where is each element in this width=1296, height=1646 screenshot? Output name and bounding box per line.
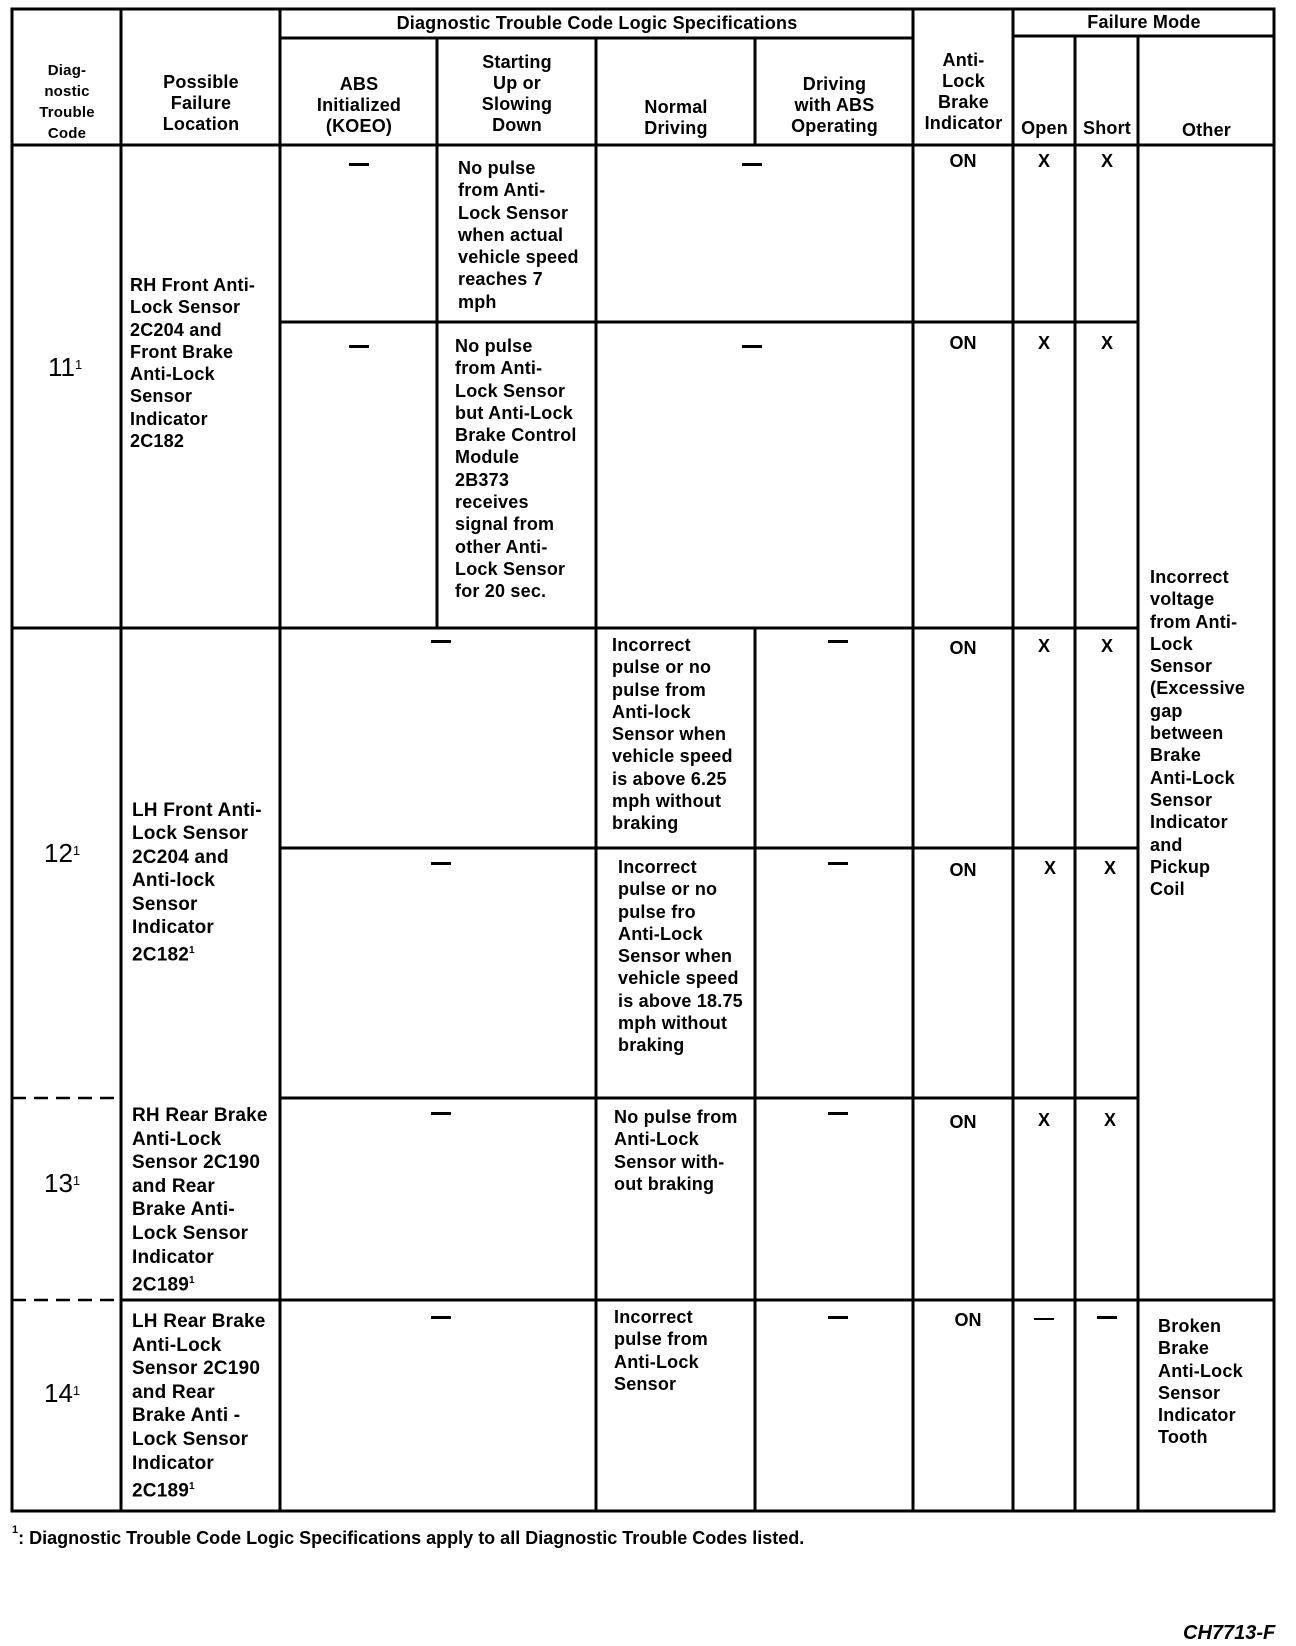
dash-short-14 [1097,1316,1117,1319]
open-mark-12a: X [1037,636,1050,656]
open-mark-13: X [1037,1110,1050,1130]
indicator-11b: ON [949,333,977,353]
header-failure-mode: Failure Mode [1087,12,1201,32]
open-mark-12b: X [1043,858,1056,878]
short-mark-12b: X [1103,858,1116,878]
indicator-11a: ON [949,151,977,171]
failure-location-14: LH Rear Brake Anti-Lock Sensor 2C190 and Rear Brake Anti - Lock Sensor Indicator $2C189^1$ [132,1311,266,1502]
header-abs-initialized: ABS Initialized (KOEO) [316,74,402,136]
header-code: Diag- nostic Trouble Code [39,62,95,142]
dash-abs-init [349,345,369,348]
indicator-14: ON [954,1310,982,1330]
header-driving-abs: Driving with ABS Operating [791,74,878,136]
short-mark-13: X [1103,1110,1116,1130]
dtc-code-14: $14^1$ [44,1378,81,1408]
dash-driving-abs [828,1316,848,1319]
header-failure-location: Possible Failure Location [162,72,240,134]
open-mark-11b: X [1037,333,1050,353]
dash-abs-starting [431,862,451,865]
indicator-13: ON [949,1112,977,1132]
dash-abs-starting [431,640,451,643]
header-logic-specifications: Diagnostic Trouble Code Logic Specifications [396,13,798,33]
dash-abs-starting [431,1316,451,1319]
dtc-code-11: $11^1$ [48,352,83,382]
failure-location-11: RH Front Anti- Lock Sensor 2C204 and Front Brake Anti-Lock Sensor Indicator 2C182 [130,275,256,452]
dash-driving-abs [828,1112,848,1115]
starting-spec-11a: No pulse from Anti- Lock Sensor when actual vehicle speed reaches 7 mph [458,158,579,312]
dash-abs-starting [431,1112,451,1115]
header-starting-up: Starting Up or Slowing Down [481,52,553,135]
short-mark-11b: X [1100,333,1113,353]
short-mark-12a: X [1100,636,1113,656]
failure-location-12: LH Front Anti- Lock Sensor 2C204 and Anti-lock Sensor Indicator $2C182^1$ [132,800,262,966]
dash-normal-driving [742,345,762,348]
dtc-code-13: $13^1$ [44,1168,81,1198]
indicator-12a: ON [949,638,977,658]
other-failure-14: Broken Brake Anti-Lock Sensor Indicator Tooth [1158,1316,1243,1448]
normal-spec-12a: Incorrect pulse or no pulse from Anti-lock Sensor when vehicle speed is above 6.25 mph without braking [612,635,733,834]
normal-spec-13: No pulse from Anti-Lock Sensor with- out braking [614,1107,738,1194]
header-short: Short [1083,118,1131,138]
other-failure-shared: Incorrect voltage from Anti- Lock Sensor (Excessive gap between Brake Anti-Lock Sensor Indicator and Pickup Coil [1150,567,1246,900]
dash-normal-driving [742,163,762,166]
header-open: Open [1021,118,1068,138]
open-mark-11a: X [1037,151,1050,171]
header-other: Other [1181,120,1231,140]
dash-driving-abs [828,640,848,643]
short-mark-11a: X [1100,151,1113,171]
header-normal-driving: Normal Driving [644,97,708,138]
figure-id: CH7713-F [1183,1622,1276,1644]
normal-spec-14: Incorrect pulse from Anti-Lock Sensor [614,1307,709,1394]
starting-spec-11b: No pulse from Anti- Lock Sensor but Anti-Lock Brake Control Module 2B373 receives signal from other Anti- Lock Sensor for 20 sec. [455,336,577,602]
dash-open-14 [1034,1318,1054,1320]
dtc-code-12: $12^1$ [44,838,81,868]
normal-spec-12b: Incorrect pulse or no pulse fro Anti-Lock Sensor when vehicle speed is above 18.75 mph without braking [618,857,743,1056]
indicator-12b: ON [949,860,977,880]
dash-driving-abs [828,862,848,865]
dash-abs-init [349,163,369,166]
failure-location-13: RH Rear Brake Anti-Lock Sensor 2C190 and Rear Brake Anti- Lock Sensor Indicator $2C189^1$ [132,1105,268,1296]
footnote: $^1$: Diagnostic Trouble Code Logic Specifications apply to all Diagnostic Trouble Codes listed. [12,1524,805,1548]
header-indicator: Anti- Lock Brake Indicator [924,50,1003,133]
